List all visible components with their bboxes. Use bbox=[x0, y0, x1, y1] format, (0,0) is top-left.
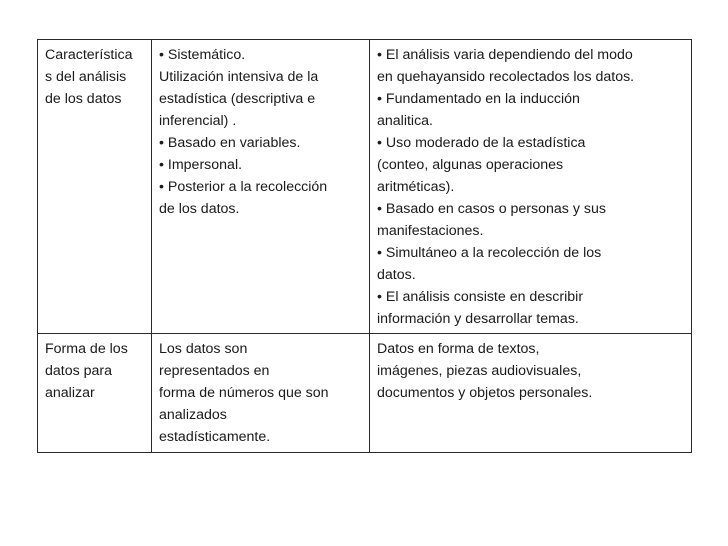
cell-line: en quehayansido recolectados los datos. bbox=[377, 69, 635, 85]
cell-line: Datos en forma de textos, bbox=[377, 341, 540, 357]
table-row bbox=[38, 334, 692, 453]
cell-line: manifestaciones. bbox=[377, 223, 484, 239]
cell-line: • Posterior a la recolección bbox=[159, 179, 328, 195]
cell-line: representados en bbox=[159, 363, 270, 379]
cell-line: • El análisis consiste en describir bbox=[377, 289, 584, 305]
cell-line: (conteo, algunas operaciones bbox=[377, 157, 564, 173]
quantitative-cell bbox=[152, 334, 370, 453]
cell-line: • Simultáneo a la recolección de los bbox=[377, 245, 602, 261]
cell-line: • Basado en variables. bbox=[159, 135, 301, 151]
row-label-line: Forma de los bbox=[45, 341, 128, 357]
cell-line: • Fundamentado en la inducción bbox=[377, 91, 580, 107]
row-label-line: datos para bbox=[45, 363, 113, 379]
cell-line: • Uso moderado de la estadística bbox=[377, 135, 586, 151]
cell-line: inferencial) . bbox=[159, 113, 237, 129]
row-label-line: s del análisis bbox=[45, 69, 127, 85]
cell-line: analitica. bbox=[377, 113, 433, 129]
cell-line: de los datos. bbox=[159, 201, 240, 217]
cell-line: • Sistemático. bbox=[159, 47, 246, 63]
row-label-cell bbox=[38, 334, 152, 453]
cell-line: aritméticas). bbox=[377, 179, 455, 195]
row-label-line: analizar bbox=[45, 385, 95, 401]
cell-line: datos. bbox=[377, 267, 416, 283]
row-label-line: de los datos bbox=[45, 91, 122, 107]
cell-line: Los datos son bbox=[159, 341, 248, 357]
table-row bbox=[38, 40, 692, 334]
qualitative-cell bbox=[370, 40, 692, 334]
cell-line: estadísticamente. bbox=[159, 429, 271, 445]
quantitative-cell bbox=[152, 40, 370, 334]
cell-line: forma de números que son bbox=[159, 385, 329, 401]
cell-line: • Basado en casos o personas y sus bbox=[377, 201, 606, 217]
cell-line: Utilización intensiva de la bbox=[159, 69, 319, 85]
row-label-cell bbox=[38, 40, 152, 334]
qualitative-cell bbox=[370, 334, 692, 453]
cell-line: información y desarrollar temas. bbox=[377, 311, 579, 327]
cell-line: analizados bbox=[159, 407, 227, 423]
cell-line: estadística (descriptiva e bbox=[159, 91, 316, 107]
row-label-line: Característica bbox=[45, 47, 133, 63]
cell-line: • Impersonal. bbox=[159, 157, 243, 173]
cell-line: imágenes, piezas audiovisuales, bbox=[377, 363, 582, 379]
cell-line: • El análisis varia dependiendo del modo bbox=[377, 47, 633, 63]
cell-line: documentos y objetos personales. bbox=[377, 385, 593, 401]
comparison-table bbox=[37, 39, 692, 453]
